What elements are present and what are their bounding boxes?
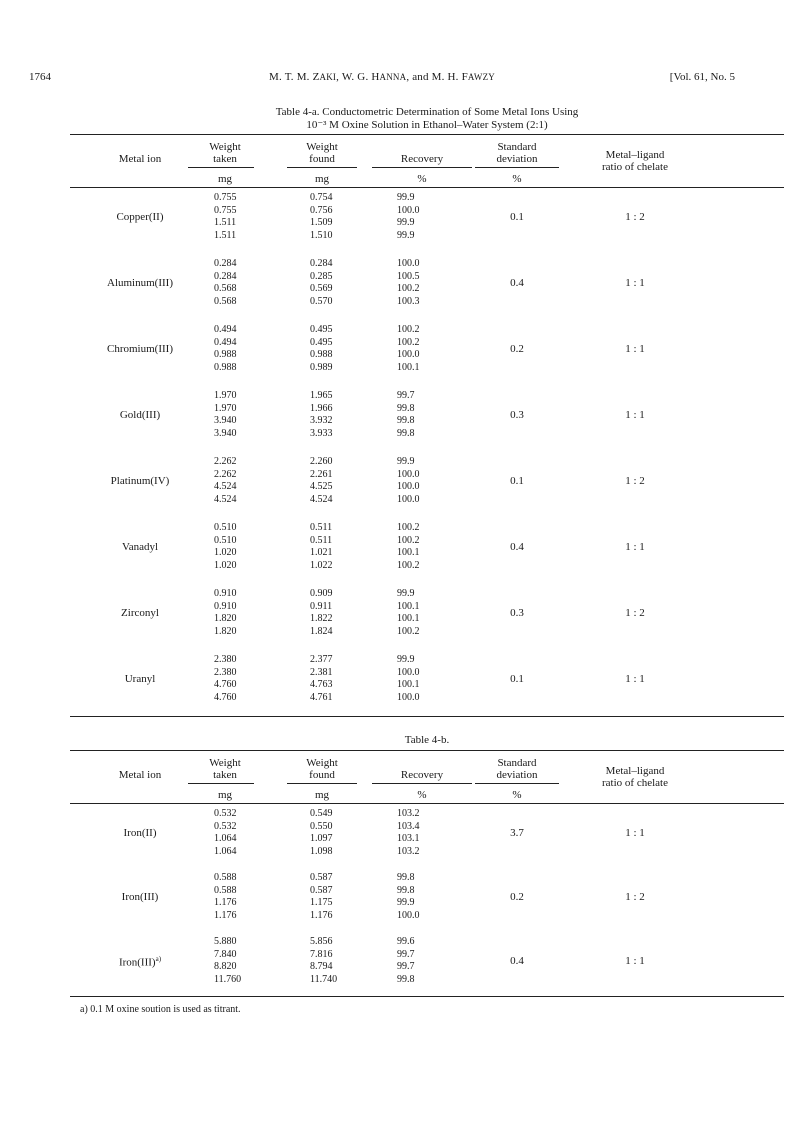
col-header-std-dev-2: deviation <box>496 153 538 165</box>
value-cell-recovery <box>397 808 420 858</box>
value-taken: 0.532 <box>214 808 237 819</box>
table-a-bottom-rule <box>70 716 784 717</box>
std-dev-value: 0.1 <box>510 475 524 487</box>
value-found: 0.909 <box>310 588 333 599</box>
value-recovery: 99.9 <box>397 456 415 467</box>
value-taken: 4.760 <box>214 691 237 703</box>
metal-ion-name: Chromium(III) <box>107 343 173 355</box>
value-recovery: 103.1 <box>397 833 420 844</box>
value-taken: 0.988 <box>214 349 237 360</box>
ratio-value: 1 : 1 <box>625 673 645 685</box>
header-underline <box>287 167 357 168</box>
value-found: 1.822 <box>310 613 333 624</box>
header-underline <box>475 783 559 784</box>
value-recovery: 100.2 <box>397 522 420 533</box>
value-recovery: 100.1 <box>397 361 420 373</box>
value-cell-taken <box>214 522 237 572</box>
header-underline <box>475 167 559 168</box>
value-cell-taken <box>214 456 237 506</box>
value-taken: 1.511 <box>214 217 237 228</box>
value-taken: 0.588 <box>214 872 237 883</box>
table-a-top-rule <box>70 134 784 135</box>
value-recovery: 103.4 <box>397 820 420 832</box>
value-found: 0.511 <box>310 534 333 546</box>
value-taken: 0.910 <box>214 588 237 599</box>
unit-weight-taken: mg <box>217 173 233 185</box>
value-found: 2.260 <box>310 456 333 467</box>
value-taken: 1.064 <box>214 833 237 844</box>
value-cell-taken <box>214 808 237 858</box>
value-cell-recovery <box>397 258 420 308</box>
value-cell-recovery <box>397 522 420 572</box>
table-b-header-rule <box>70 803 784 804</box>
value-found: 5.856 <box>310 936 333 947</box>
value-recovery: 99.8 <box>397 415 415 426</box>
col-header-std-dev: Standard <box>497 141 537 153</box>
metal-ion-name: Zirconyl <box>121 607 159 619</box>
value-recovery: 99.8 <box>397 402 415 414</box>
table-footnote: a) 0.1 M oxine soution is used as titrant. <box>80 1004 241 1015</box>
value-recovery: 99.7 <box>397 390 415 401</box>
value-found: 0.511 <box>310 522 333 533</box>
value-taken: 7.840 <box>214 948 237 960</box>
std-dev-value: 0.3 <box>510 409 524 421</box>
value-cell-found <box>310 324 333 374</box>
value-cell-recovery <box>397 456 420 506</box>
value-taken: 0.568 <box>214 295 237 307</box>
col-header-metal-ion: Metal ion <box>118 769 162 781</box>
value-recovery: 100.2 <box>397 559 420 571</box>
value-recovery: 103.2 <box>397 845 420 857</box>
metal-ion-name: Gold(III) <box>119 409 161 421</box>
unit-weight-found: mg <box>314 173 330 185</box>
value-taken: 1.511 <box>214 229 237 241</box>
value-found: 4.525 <box>310 481 333 492</box>
value-found: 4.763 <box>310 679 333 690</box>
col-header-metal-ion: Metal ion <box>118 153 162 165</box>
value-taken: 1.020 <box>214 547 237 558</box>
value-found: 0.284 <box>310 258 333 269</box>
author-line: M. T. M. ZAKI, W. G. HANNA, and M. H. FAWZY <box>269 71 495 83</box>
value-taken: 1.176 <box>214 909 237 921</box>
table-b-caption: Table 4-b. <box>404 734 450 746</box>
value-cell-recovery <box>397 192 420 242</box>
col-header-std-dev: Standard <box>497 757 537 769</box>
value-cell-found <box>310 390 333 440</box>
value-taken: 5.880 <box>214 936 237 947</box>
value-cell-recovery <box>397 936 415 986</box>
value-found: 0.495 <box>310 336 333 348</box>
unit-weight-found: mg <box>314 789 330 801</box>
value-recovery: 99.9 <box>397 588 415 599</box>
ratio-value: 1 : 2 <box>625 211 645 223</box>
col-header-ratio: Metal–ligand <box>605 765 665 777</box>
value-cell-taken <box>214 324 237 374</box>
value-taken: 1.970 <box>214 402 237 414</box>
value-recovery: 99.6 <box>397 936 415 947</box>
value-found: 0.989 <box>310 361 333 373</box>
metal-ion-name: Copper(II) <box>116 211 164 223</box>
col-header-weight-taken: Weight <box>209 757 241 769</box>
value-cell-recovery <box>397 872 420 922</box>
value-recovery: 100.0 <box>397 481 420 492</box>
unit-std-dev: % <box>512 173 522 185</box>
value-cell-found <box>310 936 337 986</box>
value-found: 0.988 <box>310 349 333 360</box>
value-taken: 1.064 <box>214 845 237 857</box>
col-header-recovery: Recovery <box>400 769 444 781</box>
value-found: 1.176 <box>310 909 333 921</box>
col-header-weight-found-2: found <box>309 153 335 165</box>
value-recovery: 100.1 <box>397 600 420 612</box>
std-dev-value: 3.7 <box>510 827 524 839</box>
value-taken: 1.820 <box>214 613 237 624</box>
value-recovery: 99.8 <box>397 973 415 985</box>
value-cell-taken <box>214 390 237 440</box>
value-cell-found <box>310 456 333 506</box>
value-recovery: 99.9 <box>397 654 415 665</box>
value-taken: 0.988 <box>214 361 237 373</box>
value-recovery: 99.8 <box>397 884 415 896</box>
value-recovery: 99.8 <box>397 427 415 439</box>
value-found: 0.570 <box>310 295 333 307</box>
value-taken: 11.760 <box>214 973 242 985</box>
ratio-value: 1 : 1 <box>625 541 645 553</box>
std-dev-value: 0.3 <box>510 607 524 619</box>
header-underline <box>372 783 472 784</box>
value-recovery: 100.0 <box>397 666 420 678</box>
col-header-weight-taken-2: taken <box>213 769 237 781</box>
footnote-marker: a) <box>155 955 162 963</box>
value-recovery: 100.2 <box>397 625 420 637</box>
value-found: 11.740 <box>310 973 338 985</box>
value-cell-taken <box>214 192 237 242</box>
std-dev-value: 0.4 <box>510 955 524 967</box>
value-taken: 0.284 <box>214 258 237 269</box>
value-cell-recovery <box>397 654 420 704</box>
value-found: 0.495 <box>310 324 333 335</box>
header-underline <box>287 783 357 784</box>
value-found: 3.933 <box>310 427 333 439</box>
value-recovery: 99.9 <box>397 217 415 228</box>
value-cell-taken <box>214 258 237 308</box>
value-taken: 4.524 <box>214 493 237 505</box>
table-a-caption-line1: Table 4-a. Conductometric Determination of Some Metal Ions Using <box>275 106 579 118</box>
value-found: 1.965 <box>310 390 333 401</box>
std-dev-value: 0.2 <box>510 343 524 355</box>
value-recovery: 99.9 <box>397 192 415 203</box>
value-recovery: 103.2 <box>397 808 420 819</box>
value-cell-recovery <box>397 324 420 374</box>
value-recovery: 100.0 <box>397 258 420 269</box>
value-cell-found <box>310 808 333 858</box>
col-header-std-dev-2: deviation <box>496 769 538 781</box>
std-dev-value: 0.2 <box>510 891 524 903</box>
value-cell-taken <box>214 936 241 986</box>
value-recovery: 100.0 <box>397 468 420 480</box>
value-found: 1.966 <box>310 402 333 414</box>
ratio-value: 1 : 2 <box>625 891 645 903</box>
col-header-weight-found: Weight <box>306 757 338 769</box>
value-taken: 1.970 <box>214 390 237 401</box>
value-taken: 2.380 <box>214 654 237 665</box>
value-found: 2.381 <box>310 666 333 678</box>
volume-info: [Vol. 61, No. 5 <box>669 71 735 83</box>
ratio-value: 1 : 1 <box>625 409 645 421</box>
value-taken: 3.940 <box>214 427 237 439</box>
std-dev-value: 0.1 <box>510 211 524 223</box>
value-taken: 4.760 <box>214 679 237 690</box>
value-recovery: 100.0 <box>397 493 420 505</box>
value-taken: 0.494 <box>214 324 237 335</box>
value-found: 3.932 <box>310 415 333 426</box>
value-taken: 3.940 <box>214 415 237 426</box>
page-number: 1764 <box>29 71 51 83</box>
ratio-value: 1 : 1 <box>625 827 645 839</box>
value-taken: 0.494 <box>214 336 237 348</box>
value-found: 0.587 <box>310 884 333 896</box>
value-recovery: 100.5 <box>397 270 420 282</box>
value-found: 0.911 <box>310 600 333 612</box>
value-found: 4.524 <box>310 493 333 505</box>
value-cell-found <box>310 654 333 704</box>
value-found: 1.022 <box>310 559 333 571</box>
metal-ion-name: Platinum(IV) <box>110 475 170 487</box>
value-found: 0.756 <box>310 204 333 216</box>
unit-weight-taken: mg <box>217 789 233 801</box>
ratio-value: 1 : 2 <box>625 607 645 619</box>
value-taken: 2.262 <box>214 468 237 480</box>
value-taken: 0.755 <box>214 204 237 216</box>
ratio-value: 1 : 1 <box>625 277 645 289</box>
value-taken: 4.524 <box>214 481 237 492</box>
value-taken: 2.262 <box>214 456 237 467</box>
value-recovery: 100.3 <box>397 295 420 307</box>
value-recovery: 100.1 <box>397 613 420 624</box>
header-underline <box>188 167 254 168</box>
table-a-header-rule <box>70 187 784 188</box>
value-found: 0.285 <box>310 270 333 282</box>
value-cell-found <box>310 522 333 572</box>
value-taken: 1.176 <box>214 897 237 908</box>
value-cell-found <box>310 258 333 308</box>
value-recovery: 100.0 <box>397 204 420 216</box>
value-found: 0.549 <box>310 808 333 819</box>
col-header-recovery: Recovery <box>400 153 444 165</box>
col-header-weight-taken: Weight <box>209 141 241 153</box>
value-found: 1.021 <box>310 547 333 558</box>
value-found: 2.377 <box>310 654 333 665</box>
value-cell-found <box>310 872 333 922</box>
table-b-top-rule <box>70 750 784 751</box>
value-found: 1.509 <box>310 217 333 228</box>
value-recovery: 100.2 <box>397 324 420 335</box>
col-header-ratio-2: ratio of chelate <box>602 777 668 789</box>
value-taken: 8.820 <box>214 961 237 972</box>
value-found: 0.550 <box>310 820 333 832</box>
unit-recovery: % <box>417 789 427 801</box>
value-recovery: 99.8 <box>397 872 415 883</box>
value-taken: 0.510 <box>214 534 237 546</box>
value-found: 0.754 <box>310 192 333 203</box>
value-found: 7.816 <box>310 948 333 960</box>
metal-ion-name: Iron(III) <box>121 891 159 903</box>
value-found: 2.261 <box>310 468 333 480</box>
value-taken: 2.380 <box>214 666 237 678</box>
value-found: 1.097 <box>310 833 333 844</box>
table-b-bottom-rule <box>70 996 784 997</box>
ratio-value: 1 : 2 <box>625 475 645 487</box>
value-recovery: 99.9 <box>397 897 415 908</box>
value-taken: 0.284 <box>214 270 237 282</box>
value-taken: 0.510 <box>214 522 237 533</box>
value-recovery: 100.2 <box>397 336 420 348</box>
ratio-value: 1 : 1 <box>625 955 645 967</box>
value-recovery: 100.0 <box>397 691 420 703</box>
unit-std-dev: % <box>512 789 522 801</box>
metal-ion-name: Uranyl <box>124 673 156 685</box>
metal-ion-name: Iron(III)$^{a)}$ <box>118 955 162 969</box>
metal-ion-name: Aluminum(III) <box>107 277 173 289</box>
value-cell-found <box>310 588 333 638</box>
value-cell-found <box>310 192 333 242</box>
col-header-ratio: Metal–ligand <box>605 149 665 161</box>
metal-ion-name: Iron(II) <box>123 827 157 839</box>
std-dev-value: 0.4 <box>510 277 524 289</box>
value-cell-taken <box>214 872 237 922</box>
value-recovery: 100.1 <box>397 547 420 558</box>
header-underline <box>188 783 254 784</box>
value-recovery: 99.9 <box>397 229 415 241</box>
unit-recovery: % <box>417 173 427 185</box>
value-found: 1.098 <box>310 845 333 857</box>
metal-ion-name: Vanadyl <box>121 541 159 553</box>
value-cell-recovery <box>397 390 415 440</box>
value-cell-taken <box>214 588 237 638</box>
value-found: 0.587 <box>310 872 333 883</box>
std-dev-value: 0.4 <box>510 541 524 553</box>
table-a-caption-line2: 10⁻³ M Oxine Solution in Ethanol–Water System (2:1) <box>306 119 548 131</box>
running-head <box>29 71 735 87</box>
value-taken: 0.910 <box>214 600 237 612</box>
value-found: 8.794 <box>310 961 333 972</box>
col-header-ratio-2: ratio of chelate <box>602 161 668 173</box>
ratio-value: 1 : 1 <box>625 343 645 355</box>
value-recovery: 100.0 <box>397 349 420 360</box>
std-dev-value: 0.1 <box>510 673 524 685</box>
value-taken: 1.820 <box>214 625 237 637</box>
value-found: 1.510 <box>310 229 333 241</box>
value-recovery: 100.2 <box>397 534 420 546</box>
value-taken: 0.568 <box>214 283 237 294</box>
value-recovery: 99.7 <box>397 961 415 972</box>
value-found: 0.569 <box>310 283 333 294</box>
value-found: 4.761 <box>310 691 333 703</box>
value-found: 1.824 <box>310 625 333 637</box>
value-found: 1.175 <box>310 897 333 908</box>
value-recovery: 99.7 <box>397 948 415 960</box>
value-taken: 0.588 <box>214 884 237 896</box>
col-header-weight-taken-2: taken <box>213 153 237 165</box>
value-taken: 0.755 <box>214 192 237 203</box>
value-cell-taken <box>214 654 237 704</box>
value-cell-recovery <box>397 588 420 638</box>
value-recovery: 100.1 <box>397 679 420 690</box>
value-recovery: 100.2 <box>397 283 420 294</box>
col-header-weight-found: Weight <box>306 141 338 153</box>
value-recovery: 100.0 <box>397 909 420 921</box>
value-taken: 1.020 <box>214 559 237 571</box>
value-taken: 0.532 <box>214 820 237 832</box>
col-header-weight-found-2: found <box>309 769 335 781</box>
header-underline <box>372 167 472 168</box>
